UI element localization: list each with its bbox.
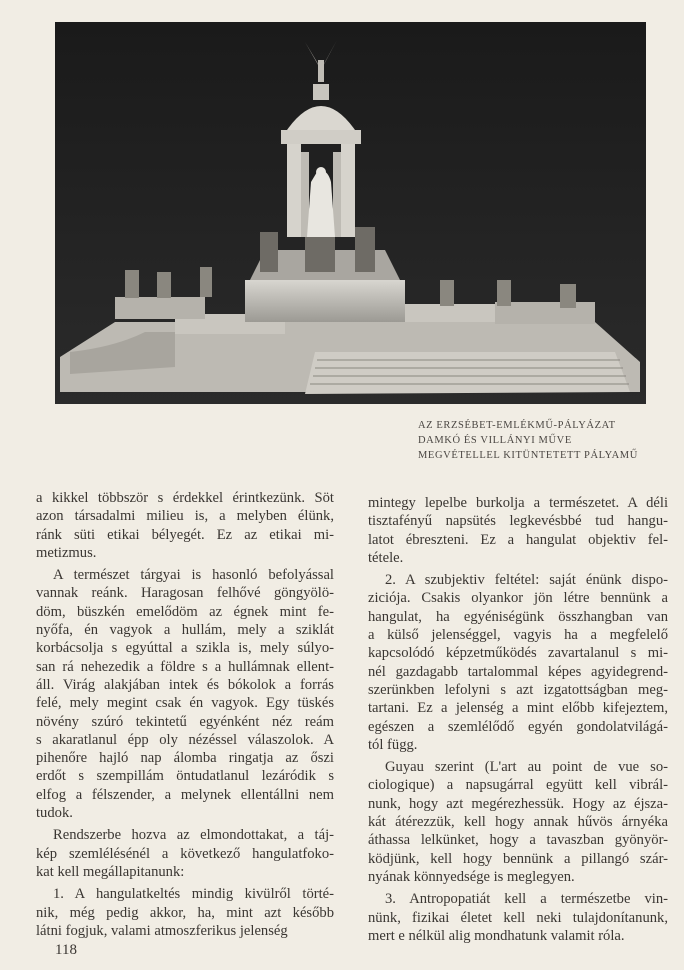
text-line: a kikkel többször s érdekkel érintkezünk. Söt [36, 490, 334, 506]
text-line: ránk süti etikai bélyegét. Ez az etikai mi- [36, 526, 334, 543]
text-line: látni fogjuk, valami atmoszferikus jelenség [36, 922, 288, 939]
text-line: 3. Antropopatiát kell a természetbe vin- [385, 891, 668, 908]
paragraph [36, 566, 334, 822]
text-line: korbácsolja s egyúttal a szikla is, mely súlyo- [36, 640, 334, 657]
text-line: tól függ. [368, 736, 418, 753]
caption-line: MEGVÉTELLEL KITÜNTETETT PÁLYAMŰ [418, 450, 638, 461]
text-line: tartani. Ez a jelenség a mint előbb kifejeztem, [368, 700, 668, 717]
text-line: kép szemlélésénél a következő hangulatfoko- [36, 845, 334, 862]
paragraph [368, 890, 668, 945]
text-line: kat kell megállapitanunk: [36, 863, 185, 880]
text-column-right [368, 494, 668, 949]
text-line: Rendszerbe hozva az elmondottakat, a táj- [53, 827, 334, 844]
text-column-left [36, 489, 334, 944]
text-line: A természet tárgyai is hasonló befolyással [53, 567, 334, 584]
paragraph [368, 758, 668, 886]
text-line: tisztafényű napsütés legkevésbbé tud hangu- [368, 513, 668, 530]
text-line: áll. Virág alakjában intek és bókolok a forrás [36, 676, 334, 693]
paragraph [36, 489, 334, 562]
paragraph [368, 494, 668, 567]
text-line: nél gazdagabb tartalommal képes agyidegrend- [368, 663, 668, 680]
text-line: s akaratlanul épp oly nézéssel válaszolok. A [36, 731, 334, 748]
text-line: erdőt s szempillám öntudatlanul lezáródik s [36, 768, 334, 785]
text-line: kát átérezzük, kell hogy annak hűvös árnyéka [368, 814, 668, 831]
text-line: ciologique) a napsugárral együtt kell vibrál- [368, 777, 668, 794]
text-line: áthassa lelkünket, hogy a tavaszban gyönyör- [368, 832, 668, 849]
text-line: felé, mely megint csak én vagyok. Egy tüskés [36, 695, 334, 712]
paragraph [36, 885, 334, 940]
text-line: azon társadalmi milieu is, a melyben élünk, [36, 508, 334, 525]
text-line: hangulat, ha egyéniségünk összhangban van [368, 608, 668, 625]
text-line: kapcsolódó képzetműködés zavartalanul s mi- [368, 645, 668, 662]
page-number: 118 [55, 942, 77, 958]
text-line: nik, még pedig akkor, ha, mint azt később [36, 904, 334, 921]
text-line: egészen a szemlélődő egyén gondolatvilágá- [368, 718, 668, 735]
text-line: latot ébreszteni. Ez a hangulat objektiv fel- [368, 531, 668, 548]
text-line: szerünkben lefolyni s azt izgatottságban meg- [368, 681, 668, 698]
text-line: pihenőre hajló nap álomba ringatja az őszi [36, 750, 334, 767]
text-line: ziciója. Csakis olyankor jön létre bennünk a [368, 590, 668, 607]
paragraph [36, 826, 334, 881]
text-line: növény szúró tekintetű egyénként néz reám [36, 713, 334, 730]
figure-caption [418, 418, 638, 463]
text-line: mert e nélkül alig mondhatunk valamit róla. [368, 927, 625, 944]
text-line: san rá nehezedik a földre s a hullámnak ellent- [36, 658, 334, 675]
text-line: mintegy lepelbe burkolja a természetet. A déli [368, 495, 668, 511]
monument-photo [55, 22, 646, 404]
text-line: nünk, fizikai életet kell neki tulajdonítanunk, [368, 909, 668, 926]
text-line: nyőfa, én vagyok a hullám, mely a sziklát [36, 622, 334, 639]
text-line: metizmus. [36, 544, 97, 561]
caption-line: DAMKÓ ÉS VILLÁNYI MŰVE [418, 435, 572, 446]
text-line: nyának könnyedsége is meglegyen. [368, 868, 575, 885]
caption-line: AZ ERZSÉBET-EMLÉKMŰ-PÁLYÁZAT [418, 420, 616, 431]
text-line: Guyau szerint (L'art au point de vue so- [385, 759, 668, 776]
text-line: tétele. [368, 549, 404, 566]
text-line: nunk, hogy azt megérezhessük. Hogy az éjsza- [368, 795, 668, 812]
text-line: tudok. [36, 805, 73, 822]
text-line: 2. A szubjektiv feltétel: saját énünk dispo- [385, 572, 668, 589]
text-line: vannak reánk. Haragosan felhővé göngyölö- [36, 585, 334, 602]
text-line: a külső jelenséggel, vagyis ha a megfelelő [368, 627, 668, 644]
text-line: döm, büszkén emelődöm az égnek mint fe- [36, 603, 334, 620]
text-line: elfog a félszender, a melynek ellentállni nem [36, 786, 334, 803]
paragraph [368, 571, 668, 754]
text-line: 1. A hangulatkeltés mindig kivülről törté- [53, 886, 334, 903]
text-line: ködjünk, kell hogy bennünk a pillangó szár- [368, 850, 668, 867]
